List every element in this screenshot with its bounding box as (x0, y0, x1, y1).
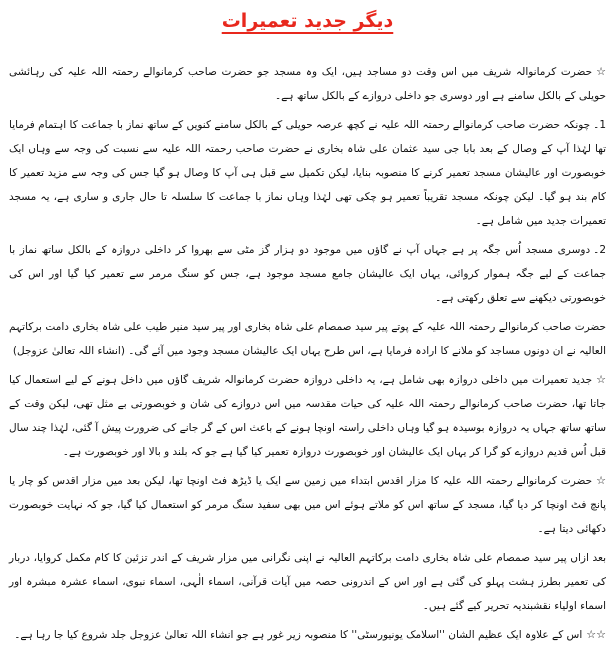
paragraph-text: اس کے علاوہ ایک عظیم الشان ''اسلامک یونیورسٹی'' کا منصوبہ زیر غور ہے جو انشاء اللہ تعالیٰ عزوجل جلد شروع کیا جا رہا ہے۔ (14, 629, 583, 641)
paragraph-entrance-gate (9, 368, 606, 464)
double-star-bullet-icon: ☆☆ (586, 628, 606, 641)
paragraph-shrine (9, 469, 606, 541)
list-number: 2۔ (593, 244, 606, 256)
paragraph-text: دوسری مسجد اُس جگہ پر ہے جہاں آپ نے گاؤں میں موجود دو ہزار گز مٹی سے بھروا کر داخلی دروازہ کے بالکل ساتھ نماز با جماعت کے لیے جگہ ہموار کروائی، یہاں ایک عالیشان جامع مسجد موجود ہے، جس کو سنگ مرمر سے تعمیر کیا گیا اور اس کی خوبصورتی دیکھنے سے تعلق رکھتی ہے۔ (9, 244, 606, 304)
paragraph-second-mosque (9, 238, 606, 310)
paragraph-text: حضرت صاحب کرمانوالے رحمتہ اللہ علیہ کے پوتے پیر سید صمصام علی شاہ بخاری اور پیر سید منیر طیب علی شاہ بخاری دامت برکاتہم العالیہ نے ان دونوں مساجد کو ملانے کا ارادہ فرمایا ہے، اس طرح یہاں ایک عالیشان مسجد وجود میں آئے گی۔ (انشاء اللہ تعالیٰ عزوجل) (9, 321, 606, 357)
paragraph-text: حضرت کرمانوالہ شریف میں اس وقت دو مساجد ہیں، ایک وہ مسجد جو حضرت صاحب کرمانوالے رحمتہ اللہ علیہ کی رہائشی حویلی کے بالکل سامنے ہے اور دوسری جو داخلی دروازے کے بالکل ساتھ ہے۔ (9, 66, 606, 102)
paragraph-two-mosques (9, 60, 606, 108)
paragraph-text: حضرت کرمانوالے رحمتہ اللہ علیہ کا مزار اقدس ابتداء میں زمین سے ایک یا ڈیڑھ فٹ اونچا تھا، لیکن بعد میں مزار اقدس کو چار یا پانچ فٹ اونچا کر دیا گیا، مسجد کے ساتھ اس کو ملاتے ہوئے اس میں بھی سفید سنگ مرمر کو استعمال کیا گیا، جو کہ نہایت خوبصورت دکھائی دیتا ہے۔ (9, 475, 606, 535)
paragraph-text: چونکہ حضرت صاحب کرمانوالے رحمتہ اللہ علیہ نے کچھ عرصہ حویلی کے بالکل سامنے کنویں کے ساتھ نماز با جماعت کا اہتمام فرمایا تھا لہٰذا آپ کے وصال کے بعد بابا جی سید عثمان علی شاہ بخاری نے حضرت صاحب رحمتہ اللہ علیہ سے نسبت کی وجہ سے وہاں ایک خوبصورت اور عالیشان مسجد تعمیر کرنے کا منصوبہ بنایا، لیکن تکمیل سے قبل ہی آپ کا وصال ہو گیا جس کی وجہ سے مزید تعمیر کا کام بند ہو گیا۔ لیکن چونکہ مسجد تقریباً تعمیر ہو چکی تھی لہٰذا وہاں نماز با جماعت کا سلسلہ تا حال جاری و ساری ہے، یہ مسجد تعمیرات جدید میں شامل ہے۔ (9, 119, 606, 227)
star-bullet-icon: ☆ (596, 373, 606, 386)
paragraph-text: بعد ازاں پیر سید صمصام علی شاہ بخاری دامت برکاتہم العالیہ نے اپنی نگرانی میں مزار شریف کے اندر تزئین کا کام مکمل کروایا، دربار کی تعمیر بطرز ہشت پہلو کی گئی ہے اور اس کے اندرونی حصہ میں آیات قرآنی، اسماء الٰہی، اسماء نبوی، اسماء عشرہ مبشرہ اور اسماء اولیاء نقشبندیہ تحریر کیے گئے ہیں۔ (9, 552, 606, 612)
page-title: دیگر جدید تعمیرات (221, 10, 394, 32)
paragraph-text: جدید تعمیرات میں داخلی دروازہ بھی شامل ہے، یہ داخلی دروازہ حضرت کرمانوالہ شریف گاؤں میں داخل ہونے کے لیے استعمال کیا جاتا تھا، حضرت صاحب کرمانوالے رحمتہ اللہ علیہ کی حیات مقدسہ میں اس دروازے کی شان و خوبصورتی بے مثل تھی، لیکن وقت کے ساتھ ساتھ جہاں یہ دروازہ بوسیدہ ہو گیا وہاں داخلی راستہ اونچا ہونے کے باعث اس کے گر جانے کی ضرورت پیش آ گئی، لہٰذا چند سال قبل اُس قدیم دروازے کو گرا کر یہاں ایک عالیشان اور خوبصورت دروازہ تعمیر کیا گیا ہے جو کہ بلند و بالا اور خوبصورت ہے۔ (9, 374, 606, 458)
paragraph-university (9, 623, 606, 647)
paragraph-merge-plan (9, 315, 606, 363)
star-bullet-icon: ☆ (596, 65, 606, 78)
list-number: 1۔ (593, 119, 606, 131)
paragraph-first-mosque (9, 113, 606, 233)
paragraph-shrine-interior (9, 546, 606, 618)
star-bullet-icon: ☆ (596, 474, 606, 487)
